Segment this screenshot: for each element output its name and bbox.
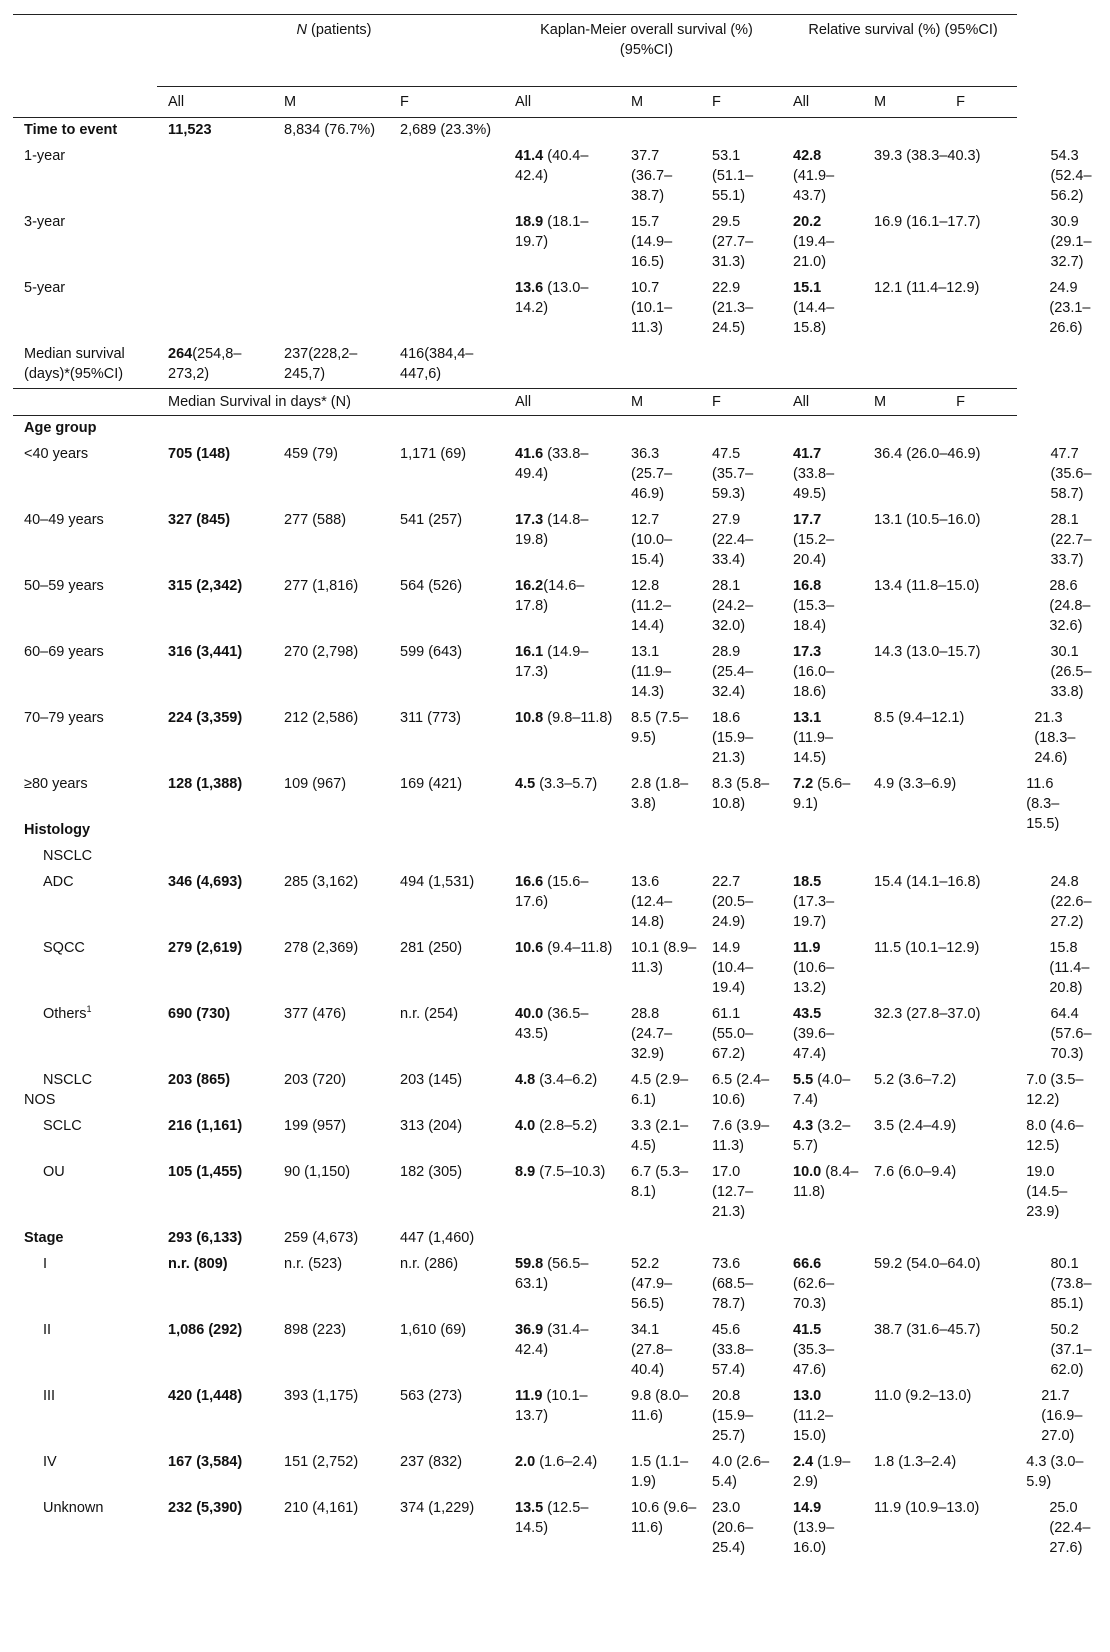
table-row: II 1,086 (292) 898 (223) 1,610 (69) 36.9 (31.4–42.4) 34.1 (27.8–40.4) 45.6 (33.8–57.4) 41.5 (35.3–47.6) 38.7 (31.6–45.7) 50.2 (37.1–62.0) [43, 1322, 1092, 1378]
subheader-cell: M [273, 87, 389, 118]
subheader-row [13, 87, 1017, 118]
table-row: ADC 346 (4,693) 285 (3,162) 494 (1,531) 16.6 (15.6–17.6) 13.6 (12.4–14.8) 22.7 (20.5–24.9) 18.5 (17.3–19.7) 15.4 (14.1–16.8) 24.8 (22.6–27.2) [43, 874, 1092, 930]
table-row: NSCLC [43, 848, 93, 864]
table-row: 50–59 years 315 (2,342) 277 (1,816) 564 (526) 16.2(14.6–17.8) 12.8 (11.2–14.4) 28.1 (24.2–32.0) 16.8 (15.3–18.4) 13.4 (11.8–15.0) 28.6 (24.8–32.6) [24, 578, 1091, 634]
header-row [13, 15, 1017, 87]
subheader-cell: All [782, 87, 863, 118]
section-label: Age group [24, 420, 97, 436]
header-relative-survival: Relative survival (%) (95%CI) [782, 15, 1017, 87]
section-label: Stage [24, 1230, 64, 1246]
section-label: Histology [24, 822, 91, 838]
table-row: 60–69 years 316 (3,441) 270 (2,798) 599 (643) 16.1 (14.9–17.3) 13.1 (11.9–14.3) 28.9 (25.4–32.4) 17.3 (16.0–18.6) 14.3 (13.0–15.7) 30.1 (26.5–33.8) [24, 644, 1092, 700]
subheader-cell: All [504, 87, 620, 118]
table-row: NSCLC NOS 203 (865) 203 (720) 203 (145) 4.8 (3.4–6.2) 4.5 (2.9–6.1) 6.5 (2.4–10.6) 5.5 (4.0–7.4) 5.2 (3.6–7.2) 7.0 (3.5–12.2) [24, 1072, 1084, 1108]
survival-table [13, 14, 1092, 1562]
subheader-cell: M F [863, 87, 1017, 118]
table-row: SQCC 279 (2,619) 278 (2,369) 281 (250) 10.6 (9.4–11.8) 10.1 (8.9–11.3) 14.9 (10.4–19.4) 11.9 (10.6–13.2) 11.5 (10.1–12.9) 15.8 (11.4–20.8) [43, 940, 1090, 996]
median-header-row: Median Survival in days* (N) All M F All M F [13, 389, 1017, 416]
table-row: Time to event 11,523 8,834 (76.7%) 2,689 (23.3%) [24, 122, 492, 138]
table-row: <40 years 705 (148) 459 (79) 1,171 (69) 41.6 (33.8–49.4) 36.3 (25.7–46.9) 47.5 (35.7–59.3) 41.7 (33.8–49.5) 36.4 (26.0–46.9) 47.7 (35.6–58.7) [24, 446, 1092, 502]
table-row: I n.r. (809) n.r. (523) n.r. (286) 59.8 (56.5–63.1) 52.2 (47.9–56.5) 73.6 (68.5–78.7) 66.6 (62.6–70.3) 59.2 (54.0–64.0) 80.1 (73.8–85.1) [43, 1256, 1092, 1312]
median-header-label: Median Survival in days* (N) [157, 389, 504, 416]
table-row: ≥80 years 128 (1,388) 109 (967) 169 (421) 4.5 (3.3–5.7) 2.8 (1.8–3.8) 8.3 (5.8–10.8) 7.2 (5.6–9.1) 4.9 (3.3–6.9) 11.6 (8.3–15.5) [24, 776, 1060, 832]
table-row [13, 818, 1017, 844]
histology-rows [13, 870, 1092, 1068]
table-row: IV 167 (3,584) 151 (2,752) 237 (832) 2.0 (1.6–2.4) 1.5 (1.1–1.9) 4.0 (2.6–5.4) 2.4 (1.9–2.9) 1.8 (1.3–2.4) 4.3 (3.0–5.9) [43, 1454, 1084, 1490]
subheader-cell: F [701, 87, 782, 118]
header-n-patients: N (patients) [157, 15, 504, 87]
table-row: Unknown 232 (5,390) 210 (4,161) 374 (1,229) 13.5 (12.5–14.5) 10.6 (9.6–11.6) 23.0 (20.6–25.4) 14.9 (13.9–16.0) 11.9 (10.9–13.0) 25.0 (22.4–27.6) [43, 1500, 1091, 1556]
table-row: Median survival (days)*(95%CI) 264(254,8–273,2) 237(228,2–245,7) 416(384,4–447,6) [24, 346, 474, 382]
subheader-cell: M [620, 87, 701, 118]
table-row: 3-year 18.9 (18.1–19.7) 15.7 (14.9–16.5) 29.5 (27.7–31.3) 20.2 (19.4–21.0) 16.9 (16.1–17.7) 30.9 (29.1–32.7) [24, 214, 1092, 270]
subheader-cell: All [157, 87, 273, 118]
table-row: Stage 293 (6,133) 259 (4,673) 447 (1,460) [24, 1230, 475, 1246]
histology-other-rows [13, 1114, 1084, 1226]
stage-rows [13, 1252, 1092, 1562]
table-row: III 420 (1,448) 393 (1,175) 563 (273) 11.9 (10.1–13.7) 9.8 (8.0–11.6) 20.8 (15.9–25.7) 13.0 (11.2–15.0) 11.0 (9.2–13.0) 21.7 (16.9–27.0) [43, 1388, 1083, 1444]
table-row: OU 105 (1,455) 90 (1,150) 182 (305) 8.9 (7.5–10.3) 6.7 (5.3–8.1) 17.0 (12.7–21.3) 10.0 (8.4–11.8) 7.6 (6.0–9.4) 19.0 (14.5–23.9) [43, 1164, 1068, 1220]
table-row: Others$^1$ 690 (730) 377 (476) n.r. (254) 40.0 (36.5–43.5) 28.8 (24.7–32.9) 61.1 (55.0–67.2) 43.5 (39.6–47.4) 32.3 (27.8–37.0) 64.4 (57.6–70.3) [43, 1004, 1092, 1062]
table-row: 5-year 13.6 (13.0–14.2) 10.7 (10.1–11.3) 22.9 (21.3–24.5) 15.1 (14.4–15.8) 12.1 (11.4–12.9) 24.9 (23.1–26.6) [24, 280, 1091, 336]
table-row: 40–49 years 327 (845) 277 (588) 541 (257) 17.3 (14.8–19.8) 12.7 (10.0–15.4) 27.9 (22.4–33.4) 17.7 (15.2–20.4) 13.1 (10.5–16.0) 28.1 (22.7–33.7) [24, 512, 1092, 568]
table-row: 70–79 years 224 (3,359) 212 (2,586) 311 (773) 10.8 (9.8–11.8) 8.5 (7.5–9.5) 18.6 (15.9–21.3) 13.1 (11.9–14.5) 8.5 (9.4–12.1) 21.3 (18.3–24.6) [24, 710, 1076, 766]
table-row [13, 416, 1017, 443]
table-row: SCLC 216 (1,161) 199 (957) 313 (204) 4.0 (2.8–5.2) 3.3 (2.1–4.5) 7.6 (3.9–11.3) 4.3 (3.2–5.7) 3.5 (2.4–4.9) 8.0 (4.6–12.5) [43, 1118, 1084, 1154]
section-label: Time to event [24, 122, 118, 138]
subheader-cell: F [389, 87, 504, 118]
table-row: 1-year 41.4 (40.4–42.4) 37.7 (36.7–38.7) 53.1 (51.1–55.1) 42.8 (41.9–43.7) 39.3 (38.3–40.3) 54.3 (52.4–56.2) [24, 148, 1092, 204]
header-km-survival: Kaplan-Meier overall survival (%) (95%CI) [504, 15, 782, 87]
